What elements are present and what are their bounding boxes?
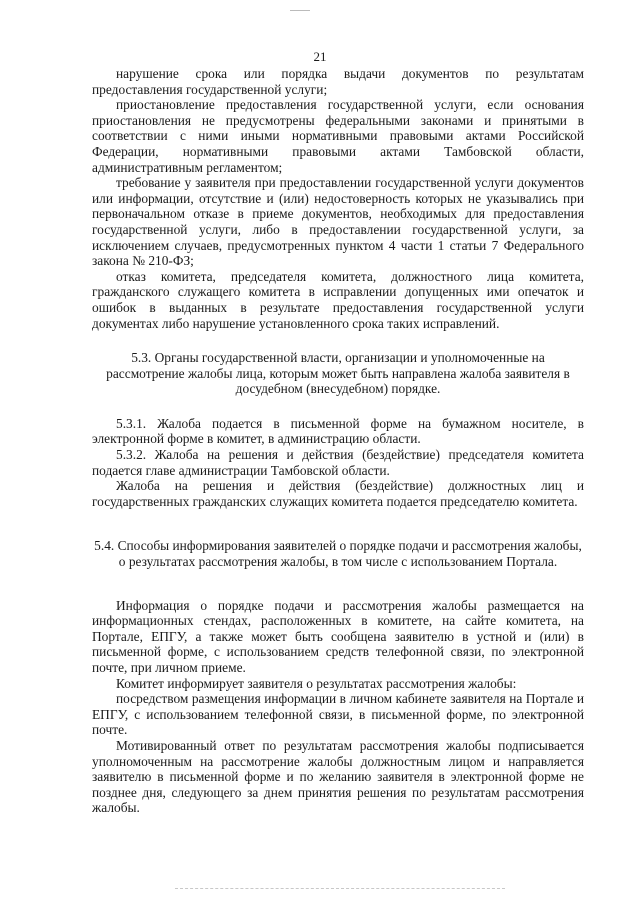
paragraph: Информация о порядке подачи и рассмотрения жалобы размещается на информационных стендах, расположенных в комитете, на сайте комитета, на Портале, ЕПГУ, а также может быть сообщена заявителю в устной и (или) в письменной форме, с использованием средств телефонной связи, по электронной почте, при личном приеме. — [92, 597, 584, 675]
section-heading-5-3: 5.3. Органы государственной власти, организации и уполномоченные на рассмотрение жалобы лица, которым может быть направлена жалоба заявителя в досудебном (внесудебном) порядке. — [106, 350, 570, 397]
scan-mark — [290, 10, 310, 11]
paragraph: требование у заявителя при предоставлении государственной услуги документов или информации, отсутствие и (или) недостоверность которых не указывались при первоначальном отказе в приеме документов, необходимых для предоставления государственной услуги, либо в предоставлении государственной услуги, за исключением случаев, предусмотренных пунктом 4 части 1 статьи 7 Федерального закона № 210-ФЗ; — [92, 175, 584, 269]
paragraph: посредством размещения информации в личном кабинете заявителя на Портале и ЕПГУ, с использованием телефонной связи, в письменной форме, по электронной почте. — [92, 691, 584, 738]
paragraph: Комитет информирует заявителя о результатах рассмотрения жалобы: — [116, 675, 517, 691]
paragraph: Жалоба на решения и действия (бездействие) должностных лиц и государственных гражданских служащих комитета подается председателю комитета. — [92, 478, 584, 509]
scan-edge-line — [175, 888, 505, 889]
document-body — [92, 66, 584, 816]
paragraph: Мотивированный ответ по результатам рассмотрения жалобы подписывается уполномоченным на рассмотрение жалобы должностным лицом и направляется заявителю в письменной форме и по желанию заявителя в электронной форме не позднее дня, следующего за днем принятия решения по результатам рассмотрения жалобы. — [92, 737, 584, 816]
page-number: 21 — [313, 49, 327, 64]
paragraph: приостановление предоставления государственной услуги, если основания приостановления не предусмотрены федеральными законами и принятыми в соответствии с ними иными нормативными правовыми актами Российской Федерации, нормативными правовыми актами Тамбовской области, административным регламентом; — [92, 97, 584, 175]
paragraph: 5.3.2. Жалоба на решения и действия (бездействие) председателя комитета подается главе администрации Тамбовской области. — [92, 447, 584, 478]
section-heading-5-4: 5.4. Способы информирования заявителей о порядке подачи и рассмотрения жалобы, о результатах рассмотрения жалобы, в том числе с использованием Портала. — [94, 538, 582, 570]
paragraph: 5.3.1. Жалоба подается в письменной форме на бумажном носителе, в электронной форме в комитет, в администрацию области. — [92, 415, 584, 447]
paragraph: отказ комитета, председателя комитета, должностного лица комитета, гражданского служащего комитета в исправлении допущенных ими опечаток и ошибок в выданных в результате предоставления государственной услуги документах либо нарушение установленного срока таких исправлений. — [92, 268, 584, 331]
paragraph: нарушение срока или порядка выдачи документов по результатам предоставления государственной услуги; — [92, 66, 584, 97]
